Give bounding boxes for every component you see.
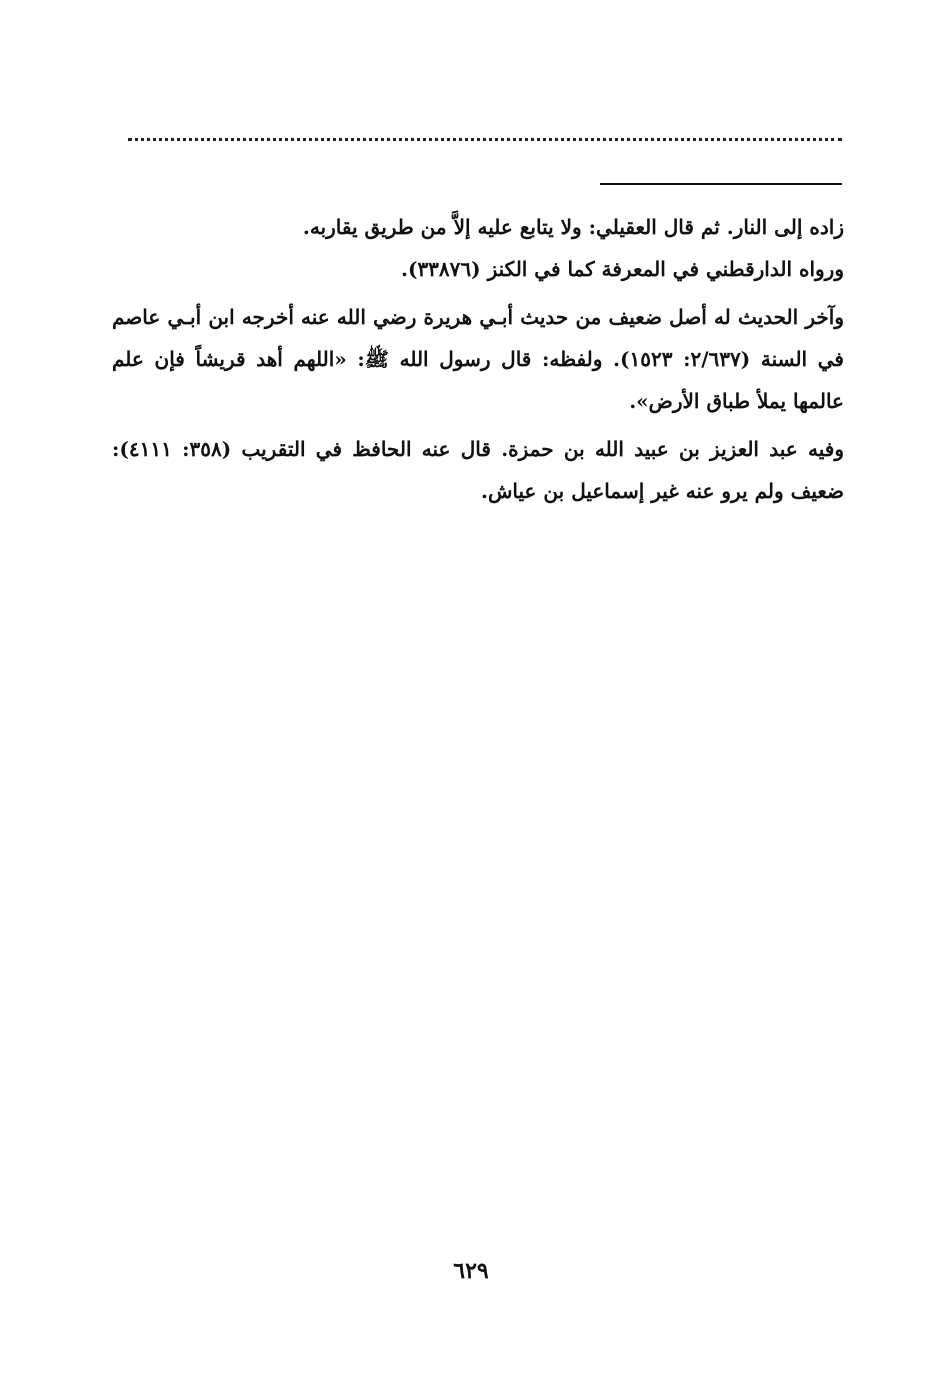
- footnote-paragraph: وفيه عبد العزيز بن عبيد الله بن حمزة. قال عنه الحافظ في التقريب (٣٥٨: ٤١١١): ضعيف ولم يرو عنه غير إسماعيل بن عياش.: [112, 437, 844, 503]
- footnote-separator-line: [600, 183, 842, 185]
- page-number: ٦٢٩: [453, 1258, 489, 1284]
- footnote-paragraph: زاده إلى النار. ثم قال العقيلي: ولا يتابع عليه إلاَّ من طريق يقاربه.: [302, 215, 844, 239]
- dotted-separator: [128, 138, 842, 141]
- footnotes-block: [112, 206, 844, 512]
- footnote-paragraph: وآخر الحديث له أصل ضعيف من حديث أبـي هريرة رضي الله عنه أخرجه ابن أبـي عاصم في السنة (٢/٦٣٧: ١٥٢٣). ولفظه: قال رسول الله ﷺ: «اللهم أهد قريشاً فإن علم عالمها يملأ طباق الأرض».: [112, 305, 844, 413]
- footnote-paragraph: ورواه الدارقطني في المعرفة كما في الكنز (٣٣٨٧٦).: [401, 257, 844, 281]
